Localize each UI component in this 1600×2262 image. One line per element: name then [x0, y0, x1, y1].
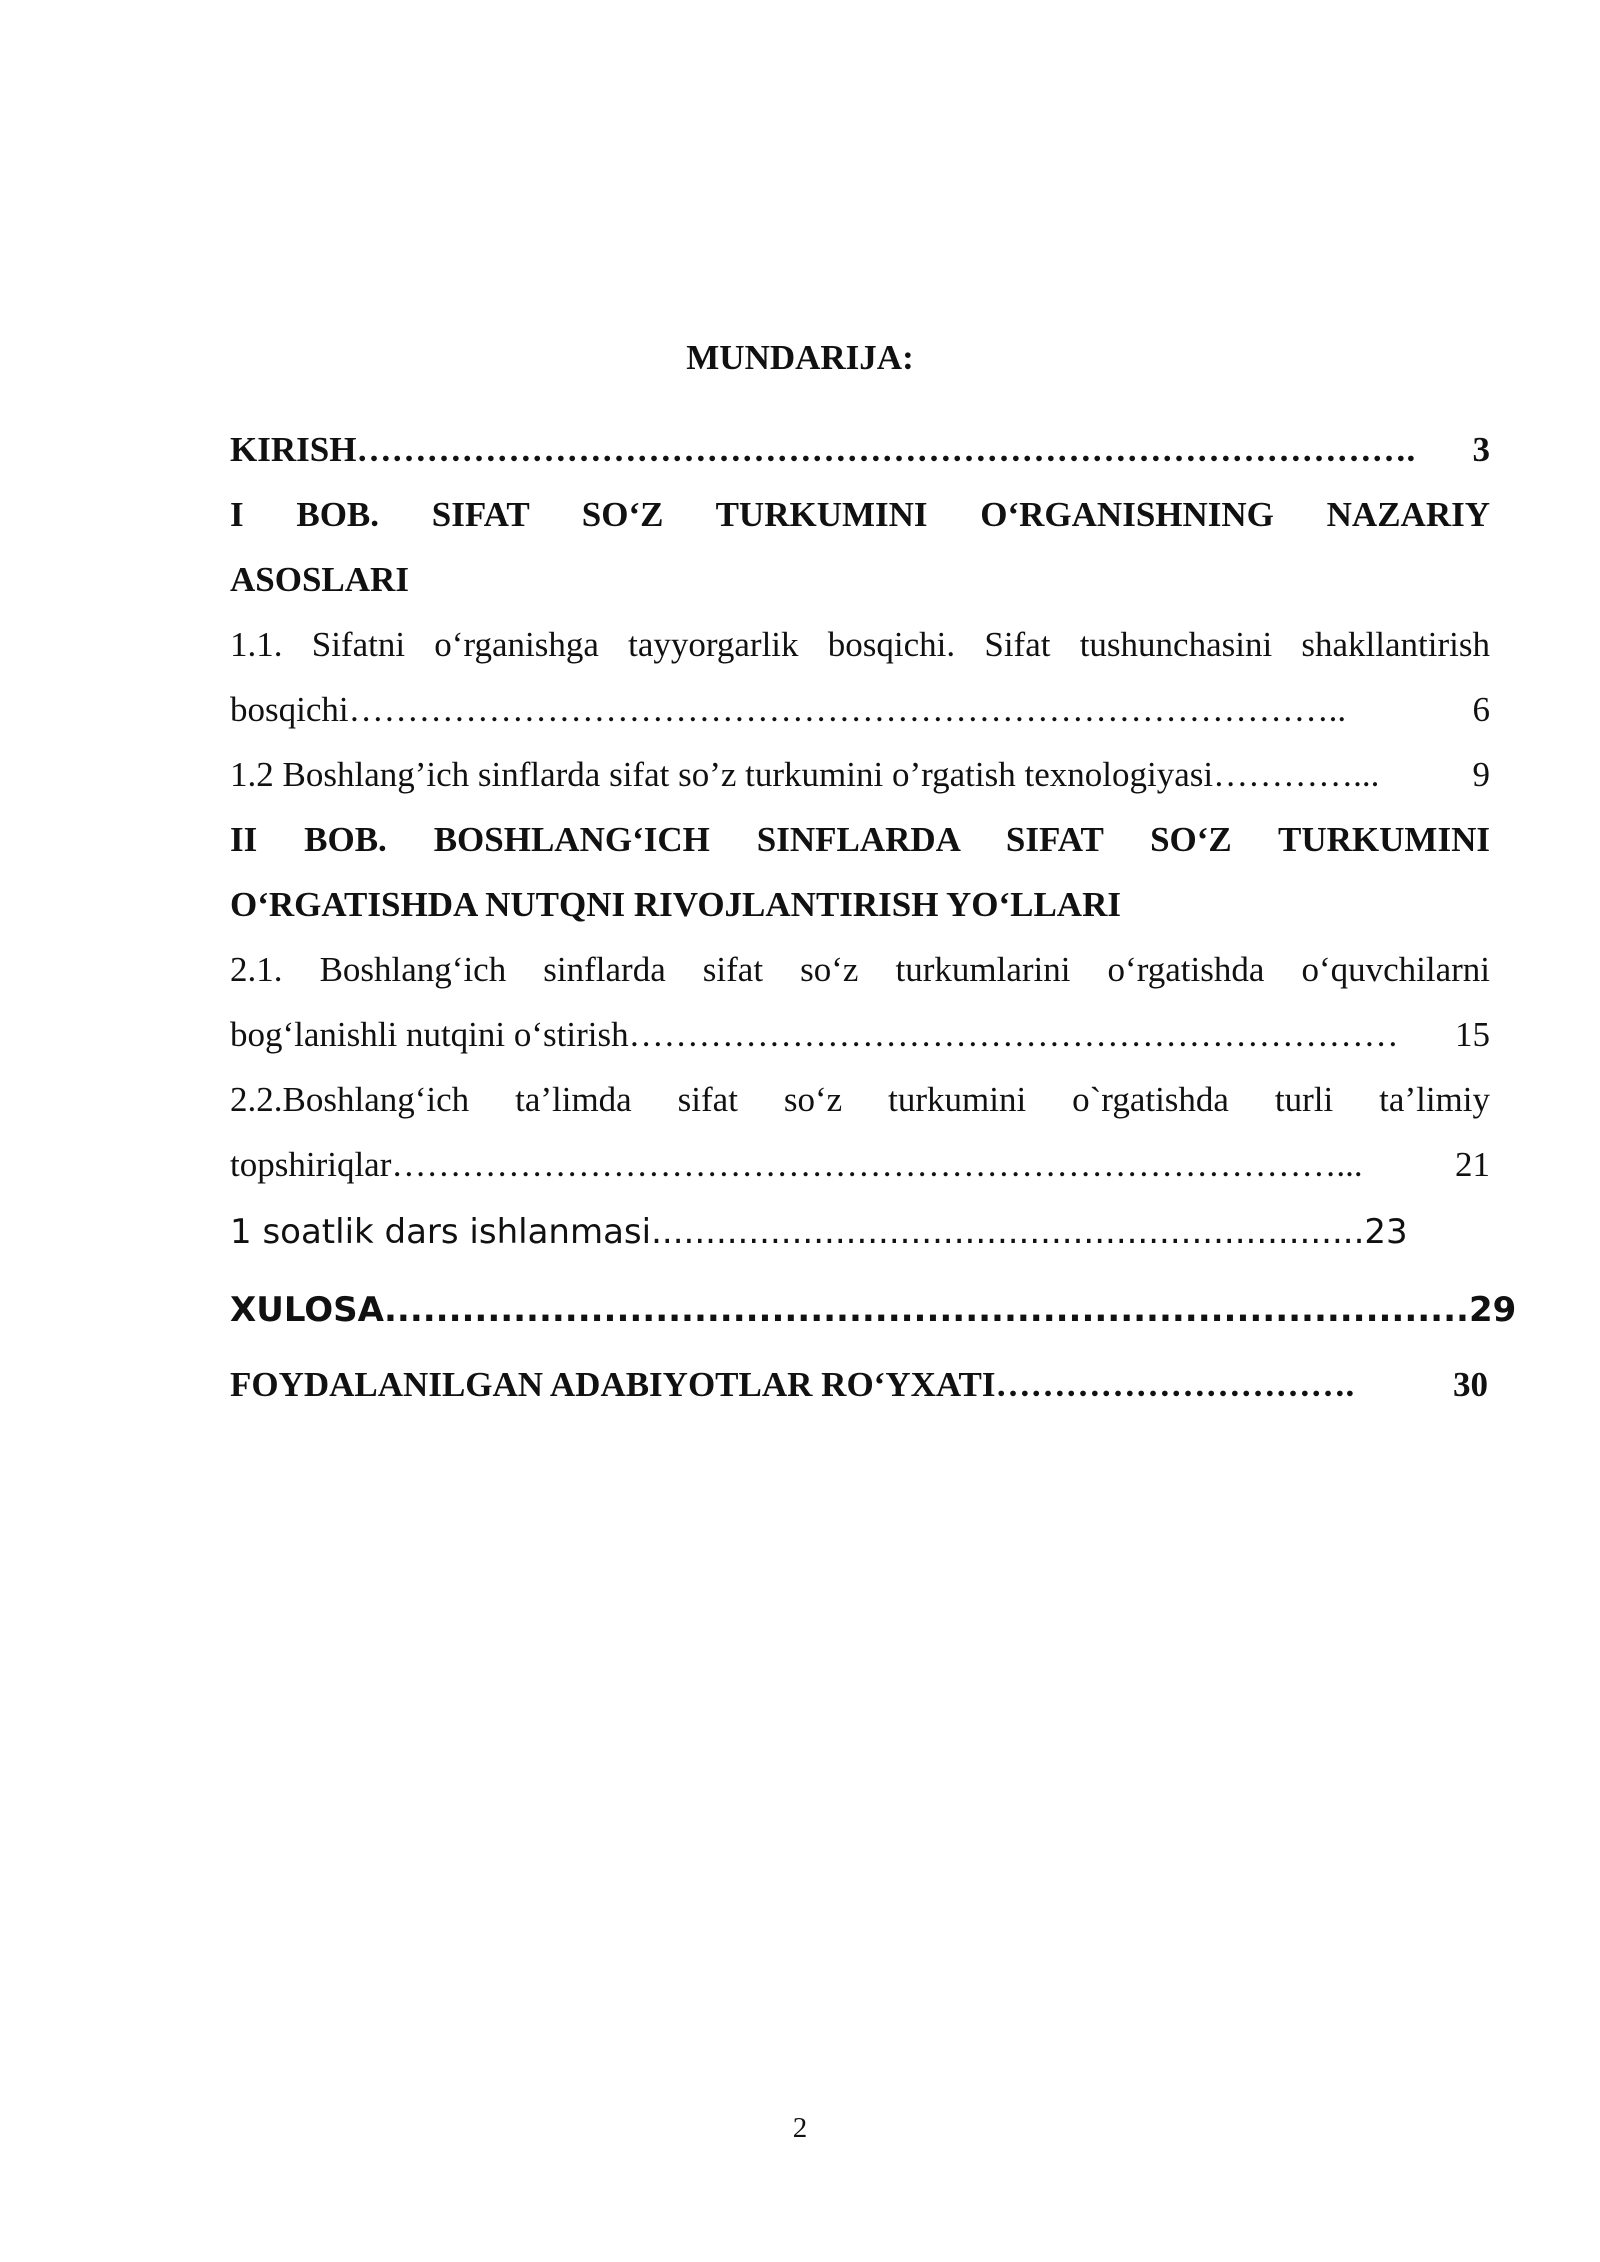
toc-leader-dots: ..................................................................: [651, 1212, 1365, 1252]
toc-page-number: 9: [1472, 755, 1490, 794]
toc-chapter-2-line-2[interactable]: O‘RGATISHDA NUTQNI RIVOJLANTIRISH YO‘LLARI: [230, 885, 1121, 924]
toc-leader-dots: …………………………………………………………………………..: [348, 690, 1347, 729]
toc-leader-dots: …………...: [1213, 755, 1380, 794]
toc-leader-dots: ………………………….: [995, 1365, 1355, 1404]
toc-chapter-1-line-2[interactable]: ASOSLARI: [230, 560, 409, 599]
toc-section-1-2[interactable]: [230, 753, 1490, 797]
toc-section-2-1-line-1[interactable]: 2.1. Boshlang‘ich sinflarda sifat so‘z turkumlarini o‘rgatishda o‘quvchilarni: [230, 950, 1490, 989]
toc-entry-lesson-plan[interactable]: [230, 1208, 1408, 1256]
toc-section-2-2-line-2[interactable]: [230, 1143, 1490, 1187]
toc-chapter-1-line-1[interactable]: I BOB. SIFAT SO‘Z TURKUMINI O‘RGANISHNING NAZARIY: [230, 495, 1490, 534]
page-number: 2: [792, 2112, 808, 2144]
toc-entry-text: FOYDALANILGAN ADABIYOTLAR RO‘YXATI: [230, 1365, 996, 1404]
toc-page-number: 21: [1455, 1145, 1490, 1184]
toc-entry-text: topshiriqlar: [230, 1145, 392, 1184]
toc-title: MUNDARIJA:: [686, 338, 914, 377]
toc-page-number: 6: [1472, 690, 1490, 729]
toc-entry-references[interactable]: [230, 1363, 1488, 1407]
toc-entry-text: bosqichi: [230, 690, 349, 729]
toc-page-number: 15: [1455, 1015, 1490, 1054]
toc-leader-dots: ………………………………………………………………………...: [391, 1145, 1363, 1184]
toc-entry-kirish[interactable]: [230, 428, 1490, 472]
toc-section-2-1-line-2[interactable]: [230, 1013, 1490, 1057]
toc-entry-text: 1 soatlik dars ishlanmasi: [230, 1212, 652, 1252]
toc-page-number: 3: [1472, 430, 1490, 469]
toc-section-1-1-line-1[interactable]: 1.1. Sifatni o‘rganishga tayyorgarlik bosqichi. Sifat tushunchasini shakllantirish: [230, 625, 1490, 664]
toc-entry-text: KIRISH: [230, 430, 357, 469]
toc-entry-text: 1.2 Boshlang’ich sinflarda sifat so’z turkumini o’rgatish texnologiyasi: [230, 755, 1214, 794]
toc-section-2-2-line-1[interactable]: 2.2.Boshlang‘ich ta’limda sifat so‘z turkumini o`rgatishda turli ta’limiy: [230, 1080, 1490, 1119]
toc-entry-text: XULOSA: [230, 1290, 384, 1330]
toc-chapter-2-line-1[interactable]: II BOB. BOSHLANG‘ICH SINFLARDA SIFAT SO‘Z TURKUMINI: [230, 820, 1490, 859]
toc-entry-text: bog‘lanishli nutqini o‘stirish: [230, 1015, 629, 1054]
toc-page-number: 23: [1364, 1212, 1408, 1252]
toc-leader-dots: …………………………………………………………: [628, 1015, 1399, 1054]
toc-section-1-1-line-2[interactable]: [230, 688, 1490, 732]
toc-page-number: 30: [1453, 1365, 1488, 1404]
toc-leader-dots: ……………………………………………………………………………….: [356, 430, 1416, 469]
toc-leader-dots: ....................................................................................: [383, 1290, 1469, 1330]
toc-entry-xulosa[interactable]: [230, 1286, 1517, 1334]
toc-page-number: 29: [1468, 1290, 1517, 1330]
